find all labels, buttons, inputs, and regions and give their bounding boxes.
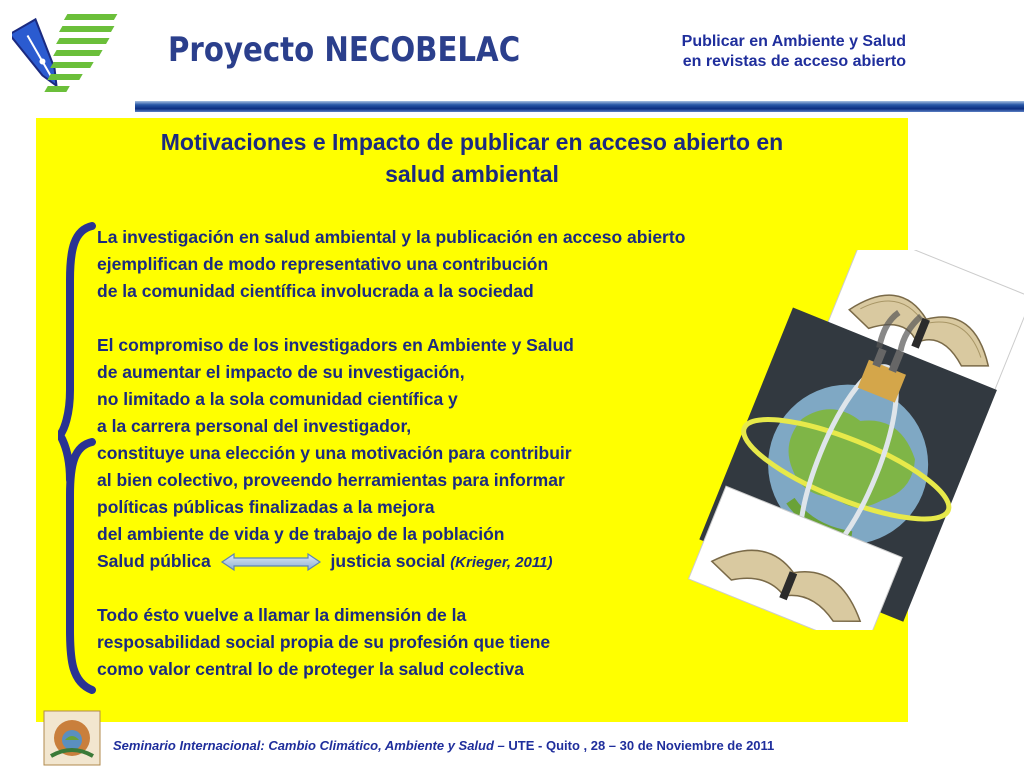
conference-emblem-icon <box>43 710 101 766</box>
globe-books-illustration <box>680 250 1024 630</box>
salud-publica-text: Salud pública <box>97 551 211 571</box>
slide-title-line1: Motivaciones e Impacto de publicar en acceso abierto en <box>160 129 784 155</box>
header-subtitle <box>682 32 906 72</box>
para1-line: de la comunidad científica involucrada a la sociedad <box>97 281 534 301</box>
header-rule <box>135 101 1024 112</box>
para2-line: de aumentar el impacto de su investigación, <box>97 362 465 382</box>
footer-location-dates: UTE - Quito , 28 – 30 de Noviembre de 2011 <box>508 738 775 753</box>
citation: (Krieger, 2011) <box>450 554 553 571</box>
para1-line: La investigación en salud ambiental y la publicación en acceso abierto <box>97 227 686 247</box>
justicia-social-text: justicia social <box>330 551 446 571</box>
para3-line: Todo ésto vuelve a llamar la dimensión de la <box>97 605 467 625</box>
para3-line: como valor central lo de proteger la salud colectiva <box>97 659 524 679</box>
footer-event: Seminario Internacional: Cambio Climático, Ambiente y Salud <box>113 738 494 753</box>
para2-line: no limitado a la sola comunidad científica y <box>97 389 458 409</box>
pen-nib-logo-icon <box>12 6 147 106</box>
header-subtitle-line1: Publicar en Ambiente y Salud <box>681 33 906 50</box>
brace-decoration <box>58 220 98 700</box>
para2-line: al bien colectivo, proveendo herramientas para informar <box>97 470 565 490</box>
para2-line: políticas públicas finalizadas a la mejora <box>97 497 435 517</box>
para3-line: resposabilidad social propia de su profesión que tiene <box>97 632 551 652</box>
double-arrow-icon <box>220 552 322 572</box>
para2-line: constituye una elección y una motivación para contribuir <box>97 443 572 463</box>
para2-line: a la carrera personal del investigador, <box>97 416 412 436</box>
footer-text <box>113 738 774 753</box>
footer-dash: – <box>493 738 509 753</box>
para1-line: ejemplifican de modo representativo una contribución <box>97 254 549 274</box>
brand-title: Proyecto NECOBELAC <box>168 30 521 70</box>
slide-title <box>36 126 908 190</box>
header-subtitle-line2: en revistas de acceso abierto <box>682 53 906 70</box>
para2-line: del ambiente de vida y de trabajo de la población <box>97 524 505 544</box>
para2-line: El compromiso de los investigadors en Ambiente y Salud <box>97 335 574 355</box>
slide-title-line2: salud ambiental <box>385 161 559 187</box>
